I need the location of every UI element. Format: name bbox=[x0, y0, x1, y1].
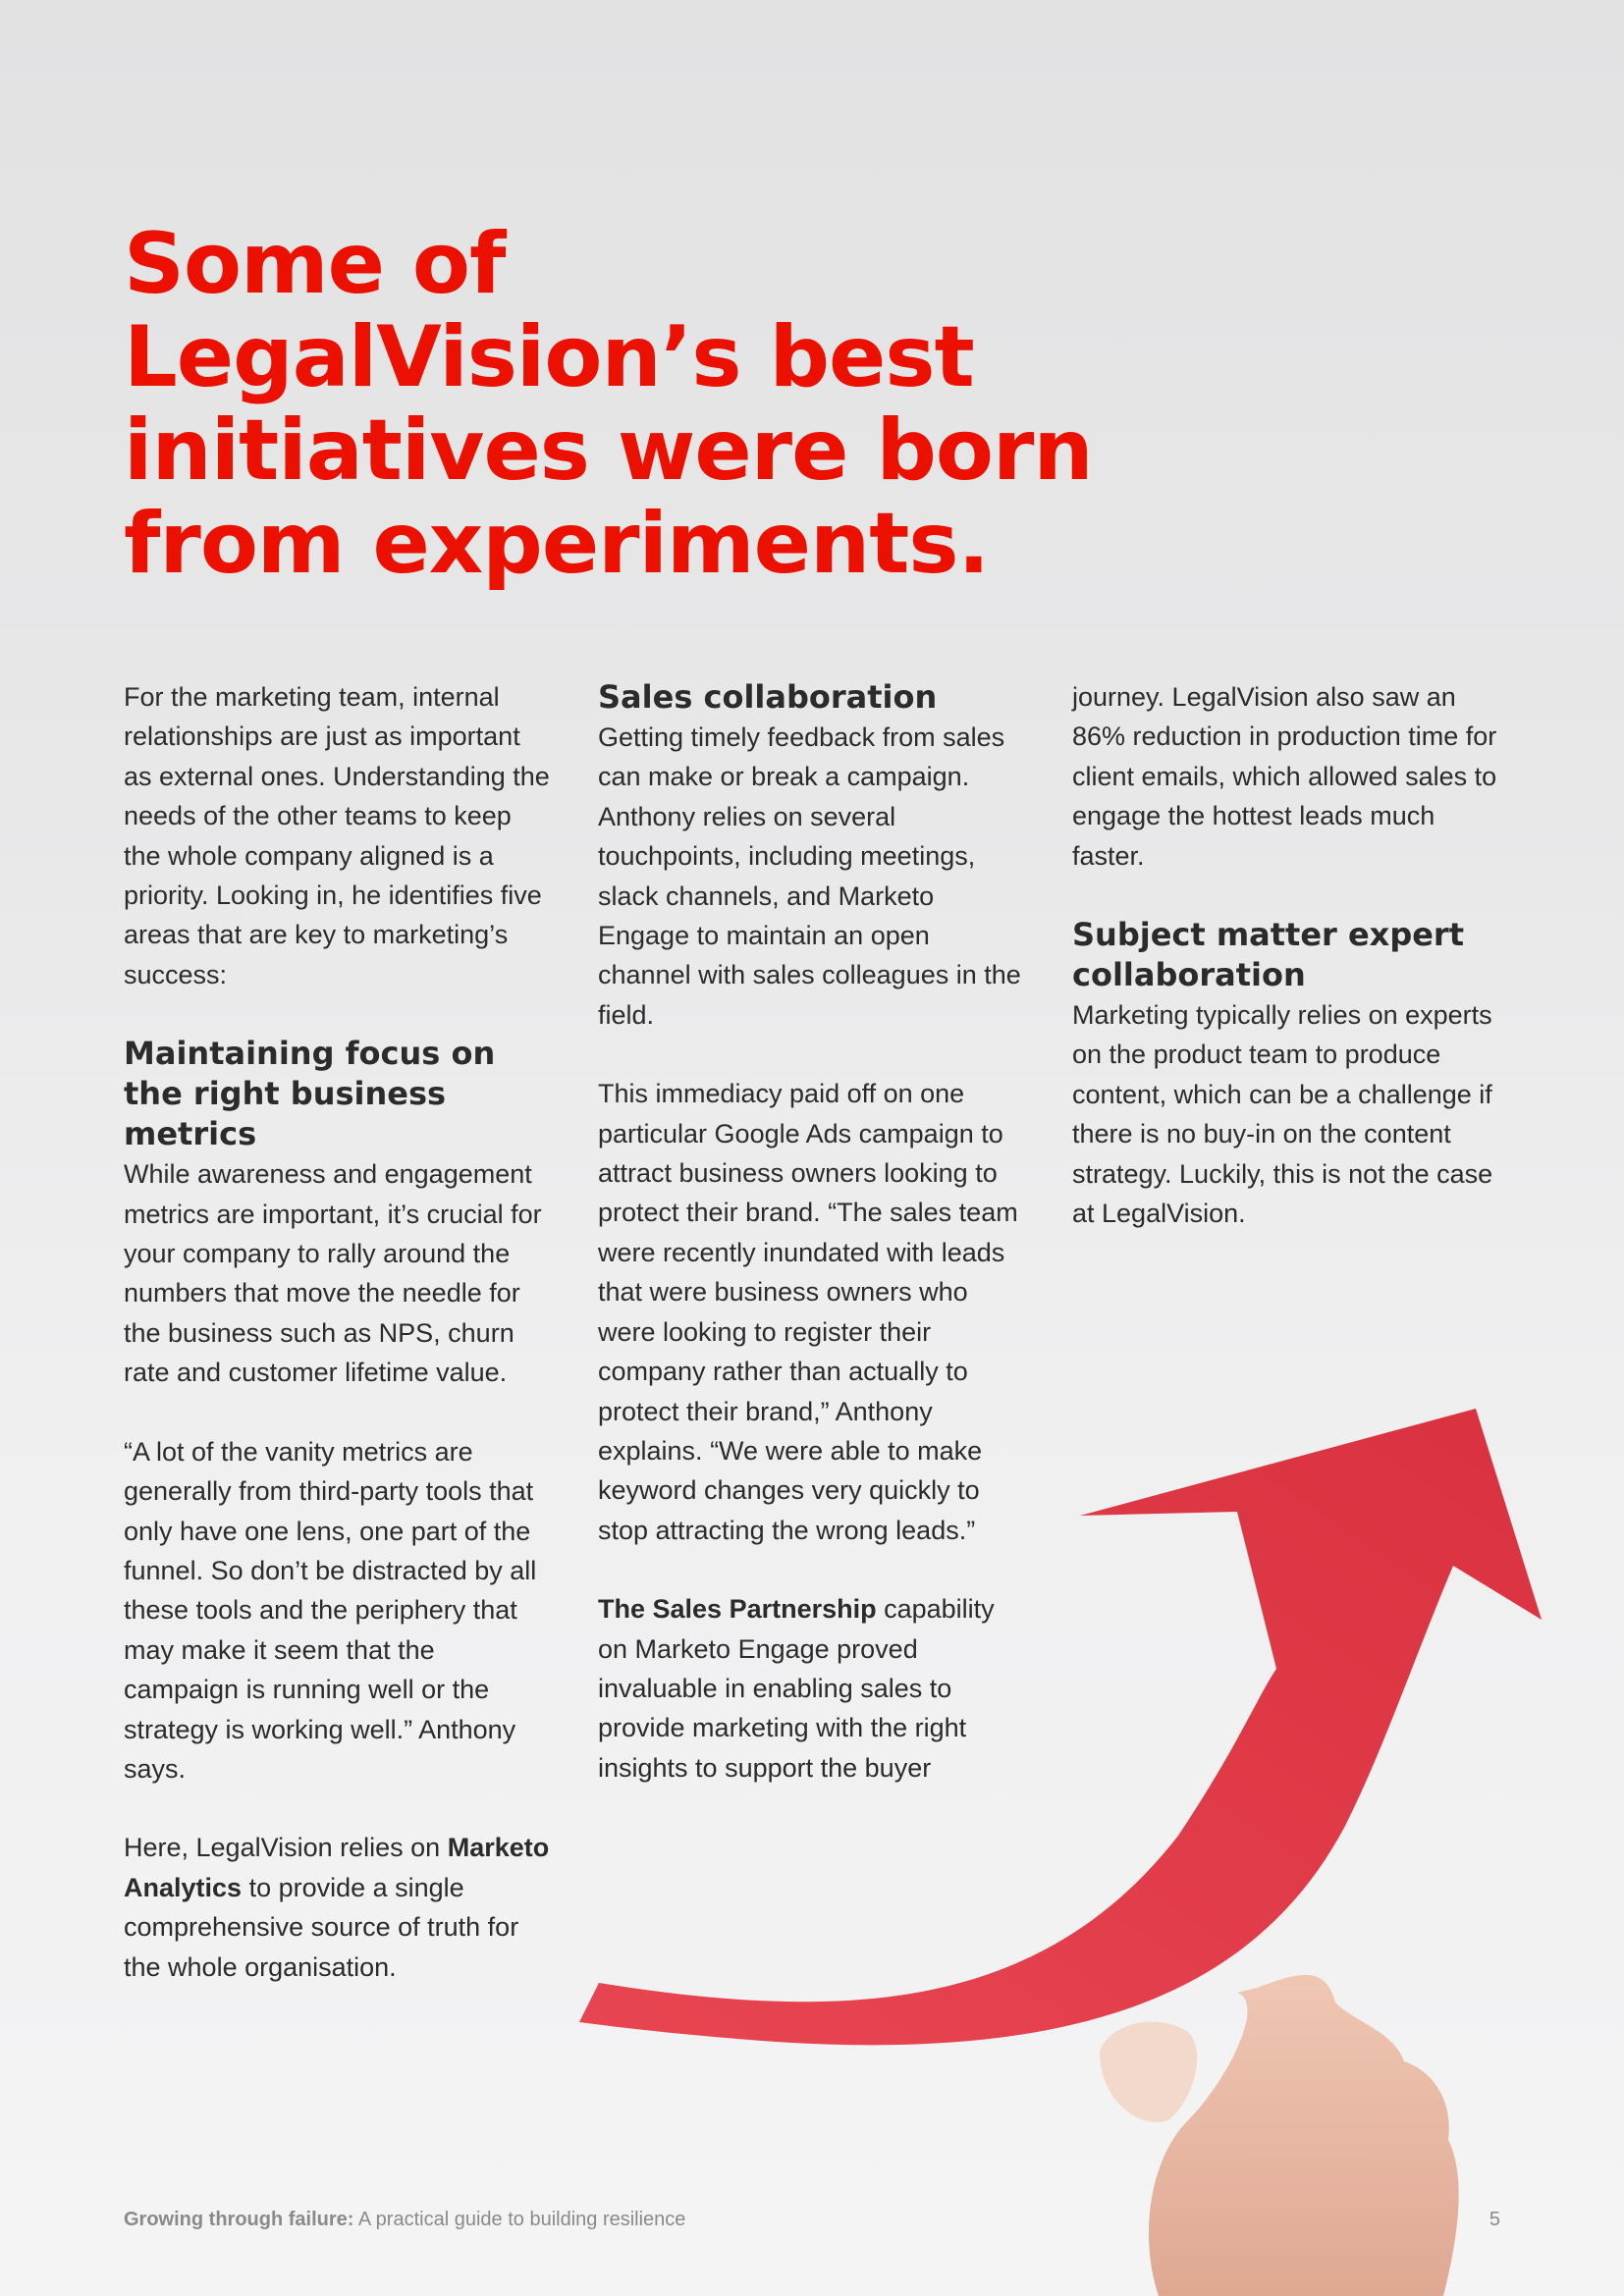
footer-subtitle: A practical guide to building resilience bbox=[353, 2209, 686, 2230]
bold-term-marketo-analytics: Marketo Analytics bbox=[124, 1833, 550, 1902]
section-heading-sme-collaboration: Subject matter expert collaboration bbox=[1072, 916, 1464, 994]
headline-line: from experiments. bbox=[124, 495, 990, 593]
footer-bold: Growing through failure: bbox=[124, 2209, 354, 2230]
column-left bbox=[124, 677, 554, 1987]
page-headline bbox=[124, 215, 1106, 593]
text-run: capability on Marketo Engage proved invaluable in enabling sales to provide marketing with the right insights to support the buyer bbox=[598, 1594, 995, 1783]
section-heading-sales-collaboration: Sales collaboration bbox=[598, 678, 938, 716]
footer-title bbox=[124, 2209, 685, 2231]
body-paragraph: While awareness and engagement metrics are important, it’s crucial for your company to rally around the numbers that move the needle for the business such as NPS, churn rate and customer lifetime value. bbox=[124, 1159, 542, 1388]
body-paragraph: Getting timely feedback from sales can make or break a campaign. Anthony relies on several touchpoints, including meetings, slack channels, and Marketo Engage to maintain an open channel with sales colleagues in the field. bbox=[598, 722, 1021, 1030]
headline-line: LegalVision’s best bbox=[124, 308, 974, 406]
headline-line: Some of bbox=[124, 215, 506, 313]
bold-term-sales-partnership: The Sales Partnership bbox=[598, 1594, 877, 1625]
page-number: 5 bbox=[1489, 2209, 1500, 2230]
arrow-icon bbox=[579, 1409, 1542, 2045]
column-right bbox=[1072, 677, 1502, 1233]
headline-line: initiatives were born bbox=[124, 401, 1093, 500]
body-paragraph: journey. LegalVision also saw an 86% reduction in production time for client emails, which allowed sales to engage the hottest leads much faster. bbox=[1072, 682, 1497, 871]
thumbnail-icon bbox=[1100, 2022, 1197, 2122]
hand-icon bbox=[1149, 1975, 1459, 2296]
text-run: Here, LegalVision relies on bbox=[124, 1833, 448, 1863]
text-run: to provide a single comprehensive source of truth for the whole organisation. bbox=[124, 1872, 519, 1982]
section-heading-business-metrics: Maintaining focus on the right business metrics bbox=[124, 1035, 496, 1153]
quote-paragraph: “A lot of the vanity metrics are generally from third-party tools that only have one lens, one part of the funnel. So don’t be distracted by all these tools and the periphery that may make it seem that the campaign is running well or the strategy is working well.” Anthony says. bbox=[124, 1436, 537, 1784]
body-paragraph bbox=[124, 1828, 554, 1987]
body-paragraph: This immediacy paid off on one particular Google Ads campaign to attract business owners looking to protect their brand. “The sales team were recently inundated with leads that were business owners who were looking to register their company rather than actually to protect their brand,” Anthony explains. “We were able to make keyword changes very quickly to stop attracting the wrong leads.” bbox=[598, 1079, 1018, 1545]
red-arrow-hand-illustration bbox=[550, 1374, 1624, 2296]
body-paragraph: Marketing typically relies on experts on the product team to produce content, which can be a challenge if there is no buy-in on the content strategy. Luckily, this is not the case at LegalVision. bbox=[1072, 1000, 1493, 1229]
intro-paragraph: For the marketing team, internal relationships are just as important as external ones. Understanding the needs of the other teams to keep the whole company aligned is a priority. Looking in, he identifies five areas that are key to marketing’s success: bbox=[124, 682, 550, 989]
